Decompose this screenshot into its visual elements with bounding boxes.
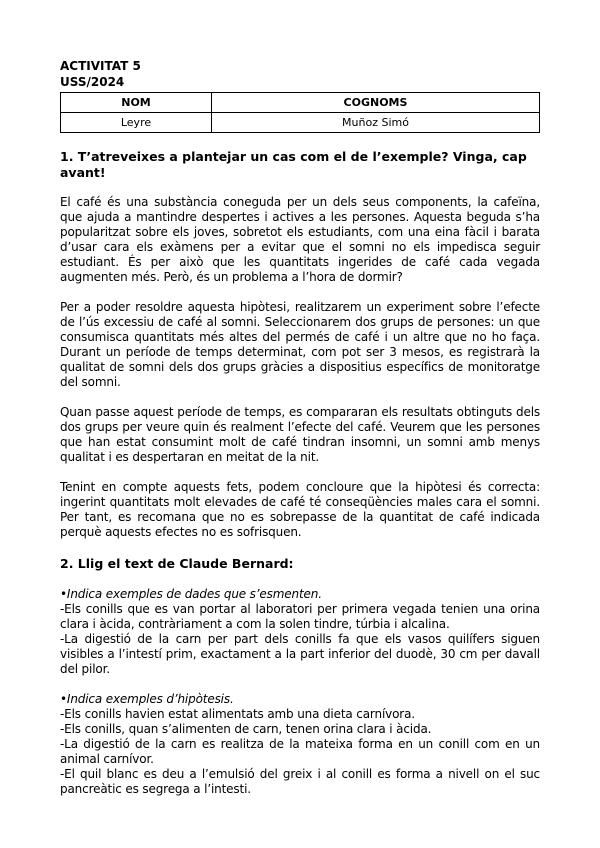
hypothesis-question: •Indica exemples d’hipòtesis. bbox=[60, 692, 234, 706]
list-item: -Els conills havien estat alimentats amb una dieta carnívora. bbox=[60, 707, 415, 721]
paragraph: Per a poder resoldre aquesta hipòtesi, realitzarem un experiment sobre l’efecte de l’ús excessiu de café al somni. Seleccionarem dos grups de persones: un que consumisca quantitats més altes del permés de café i un altre que no ho faça. Durant un període de temps determinat, com pot ser 3 mesos, es registrarà la qualitat de somni dels dos grups gràcies a dispositius específics de monitoratge del somni. bbox=[60, 300, 540, 389]
activity-title: ACTIVITAT 5 bbox=[60, 59, 141, 73]
section1-heading: 1. T’atreveixes a plantejar un cas com el de l’exemple? Vinga, cap avant! bbox=[60, 149, 527, 180]
student-table bbox=[60, 92, 540, 133]
section2-heading: 2. Llig el text de Claude Bernard: bbox=[60, 556, 294, 571]
list-item: -El quil blanc es deu a l’emulsió del greix i al conill es forma a nivell on el suc pancreàtic es segrega a l’intesti. bbox=[60, 767, 540, 796]
data-question: •Indica exemples de dades que s’esmenten. bbox=[60, 587, 322, 601]
name-cell: Leyre bbox=[61, 113, 212, 133]
list-item: -La digestió de la carn per part dels conills fa que els vasos quilífers siguen visibles a l’intestí prim, exactament a la part inferior del duodè, 30 cm per davall del pilor. bbox=[60, 632, 540, 676]
list-item: -La digestió de la carn es realitza de la mateixa forma en un conill com en un animal carnívor. bbox=[60, 737, 540, 766]
data-examples-block bbox=[60, 587, 540, 677]
table-header-row bbox=[61, 93, 540, 113]
paragraph: Quan passe aquest període de temps, es compararan els resultats obtinguts dels dos grups per veure quin és realment l’efecte del café. Veurem que les persones que han estat consumint molt de café tindran insomni, un somni amb menys qualitat i es despertaran en meitat de la nit. bbox=[60, 405, 540, 464]
paragraph: El café és una substància coneguda per un dels seus components, la cafeïna, que ajuda a mantindre despertes i actives a les persones. Aquesta beguda s’ha popularitzat sobre els joves, sobretot els estudiants, com una eina fàcil i barata d’usar cara els exàmens per a evitar que el somni no els impedisca seguir estudiant. És per això que les quantitats ingerides de café cada vegada augmenten més. Però, és un problema a l’hora de dormir? bbox=[60, 195, 540, 284]
list-item: -Els conills que es van portar al laboratori per primera vegada tenien una orina clara i àcida, contràriament a com la solen tindre, túrbia i alcalina. bbox=[60, 602, 540, 631]
surname-cell: Muñoz Simó bbox=[211, 113, 539, 133]
list-item: -Els conills, quan s’alimenten de carn, tenen orina clara i àcida. bbox=[60, 722, 432, 736]
name-header: NOM bbox=[61, 93, 212, 113]
table-row bbox=[61, 113, 540, 133]
paragraph: Tenint en compte aquests fets, podem concloure que la hipòtesi és correcta: ingerint quantitats molt elevades de café té conseqüències males cara el somni. Per tant, es recomana que no es sobrepasse de la quantitat de café indicada perquè aquests efectes no es sofrisquen. bbox=[60, 480, 540, 539]
surname-header: COGNOMS bbox=[211, 93, 539, 113]
group-code: USS/2024 bbox=[60, 75, 125, 89]
hypothesis-examples-block bbox=[60, 692, 540, 797]
